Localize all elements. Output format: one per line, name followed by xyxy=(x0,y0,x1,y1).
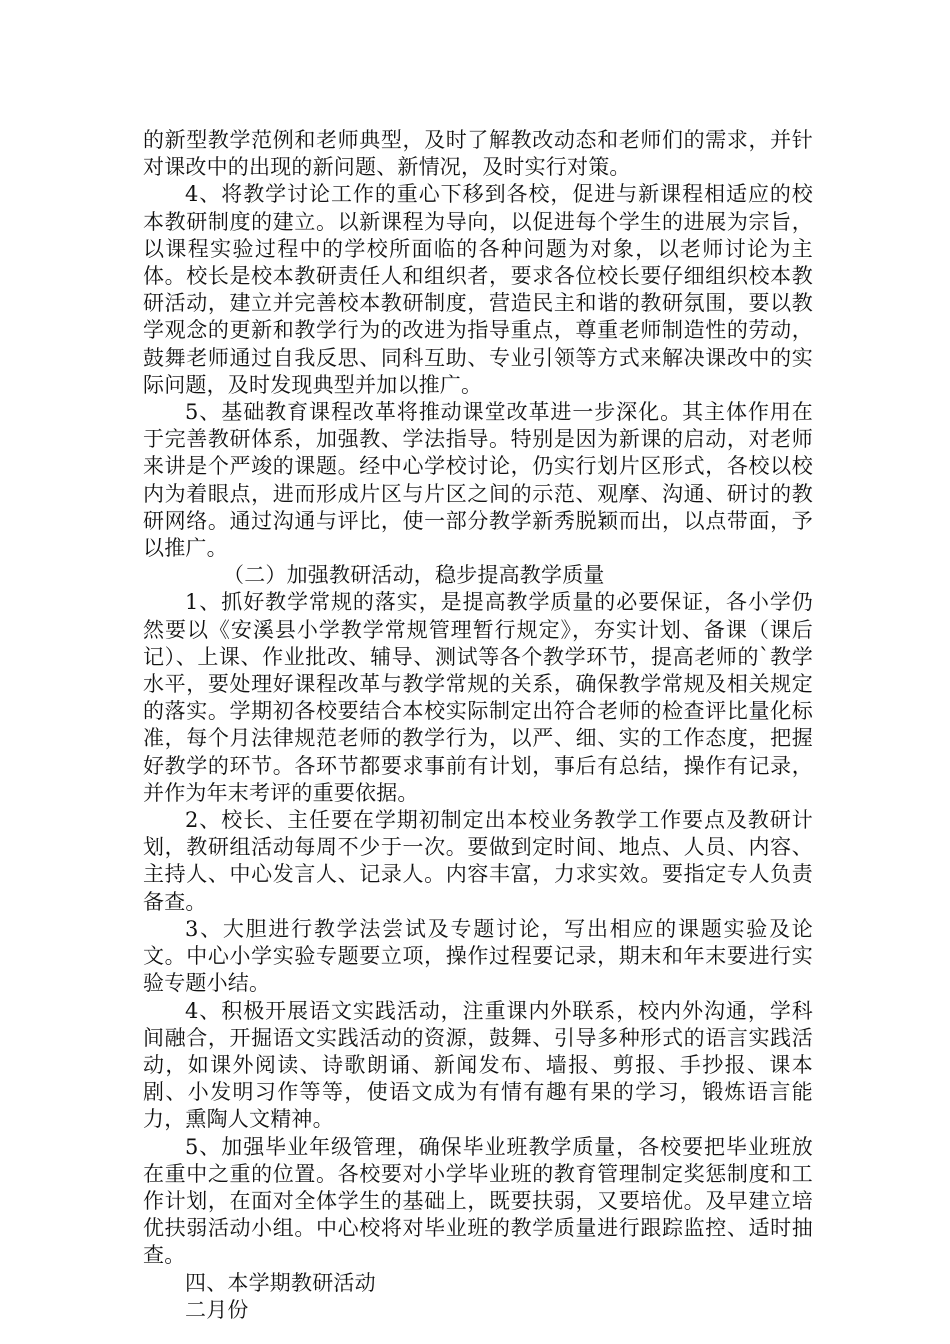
paragraph-continuation: 的新型教学范例和老师典型，及时了解教改动态和老师们的需求，并针对课改中的出现的新问题、新情况，及时实行对策。 xyxy=(143,128,813,180)
section-heading-4: 四、本学期教研活动 xyxy=(185,1270,376,1295)
month-heading-february: 二月份 xyxy=(185,1297,249,1322)
section-heading-2: （二）加强教研活动，稳步提高教学质量 xyxy=(223,563,605,588)
paragraph-item-4-school-research: 4、将教学讨论工作的重心下移到各校，促进与新课程相适应的校本教研制度的建立。以新课程为导向，以促进每个学生的进展为宗旨，以课程实验过程中的学校所面临的各种问题为对象，以老师讨论为主体。校长是校本教研责任人和组织者，要求各位校长要仔细组织校本教研活动，建立并完善校本教研制度，营造民主和谐的教研氛围，要以教学观念的更新和教学行为的改进为指导重点，尊重老师制造性的劳动，鼓舞老师通过自我反思、同科互助、专业引领等方式来解决课改中的实际问题，及时发现典型并加以推广。 xyxy=(143,182,813,397)
paragraph-item-3-experiments: 3、大胆进行教学法尝试及专题讨论，写出相应的课题实验及论文。中心小学实验专题要立项，操作过程要记录，期末和年末要进行实验专题小结。 xyxy=(143,916,813,996)
document-body xyxy=(143,127,813,1324)
paragraph-item-5-graduating-class: 5、加强毕业年级管理，确保毕业班教学质量，各校要把毕业班放在重中之重的位置。各校要对小学毕业班的教育管理制定奖惩制度和工作计划，在面对全体学生的基础上，既要扶弱，又要培优。及早建立培优扶弱活动小组。中心校将对毕业班的教学质量进行跟踪监控、适时抽查。 xyxy=(143,1134,813,1268)
paragraph-item-2-research-plan: 2、校长、主任要在学期初制定出本校业务教学工作要点及教研计划，教研组活动每周不少于一次。要做到定时间、地点、人员、内容、主持人、中心发言人、记录人。内容丰富，力求实效。要指定专人负责备查。 xyxy=(143,808,813,914)
paragraph-item-4-chinese-practice: 4、积极开展语文实践活动，注重课内外联系，校内外沟通，学科间融合，开掘语文实践活动的资源，鼓舞、引导多种形式的语言实践活动，如课外阅读、诗歌朗诵、新闻发布、墙报、剪报、手抄报、课本剧、小发明习作等等，使语文成为有情有趣有果的学习，锻炼语言能力，熏陶人文精神。 xyxy=(143,998,813,1132)
paragraph-item-5-curriculum-reform: 5、基础教育课程改革将推动课堂改革进一步深化。其主体作用在于完善教研体系，加强教、学法指导。特别是因为新课的启动，对老师来讲是个严竣的课题。经中心学校讨论，仍实行划片区形式，各校以校内为着眼点，进而形成片区与片区之间的示范、观摩、沟通、研讨的教研网络。通过沟通与评比，使一部分教学新秀脱颖而出，以点带面，予以推广。 xyxy=(143,400,813,561)
paragraph-item-1-teaching-routine: 1、抓好教学常规的落实，是提高教学质量的必要保证，各小学仍然要以《安溪县小学教学常规管理暂行规定》，夯实计划、备课（课后记）、上课、作业批改、辅导、测试等各个教学环节，提高老师的`教学水平，要处理好课程改革与教学常规的关系，确保教学常规及相关规定的落实。学期初各校要结合本校实际制定出符合老师的检查评比量化标准，每个月法律规范老师的教学行为，以严、细、实的工作态度，把握好教学的环节。各环节都要求事前有计划，事后有总结，操作有记录，并作为年末考评的重要依据。 xyxy=(143,590,813,805)
